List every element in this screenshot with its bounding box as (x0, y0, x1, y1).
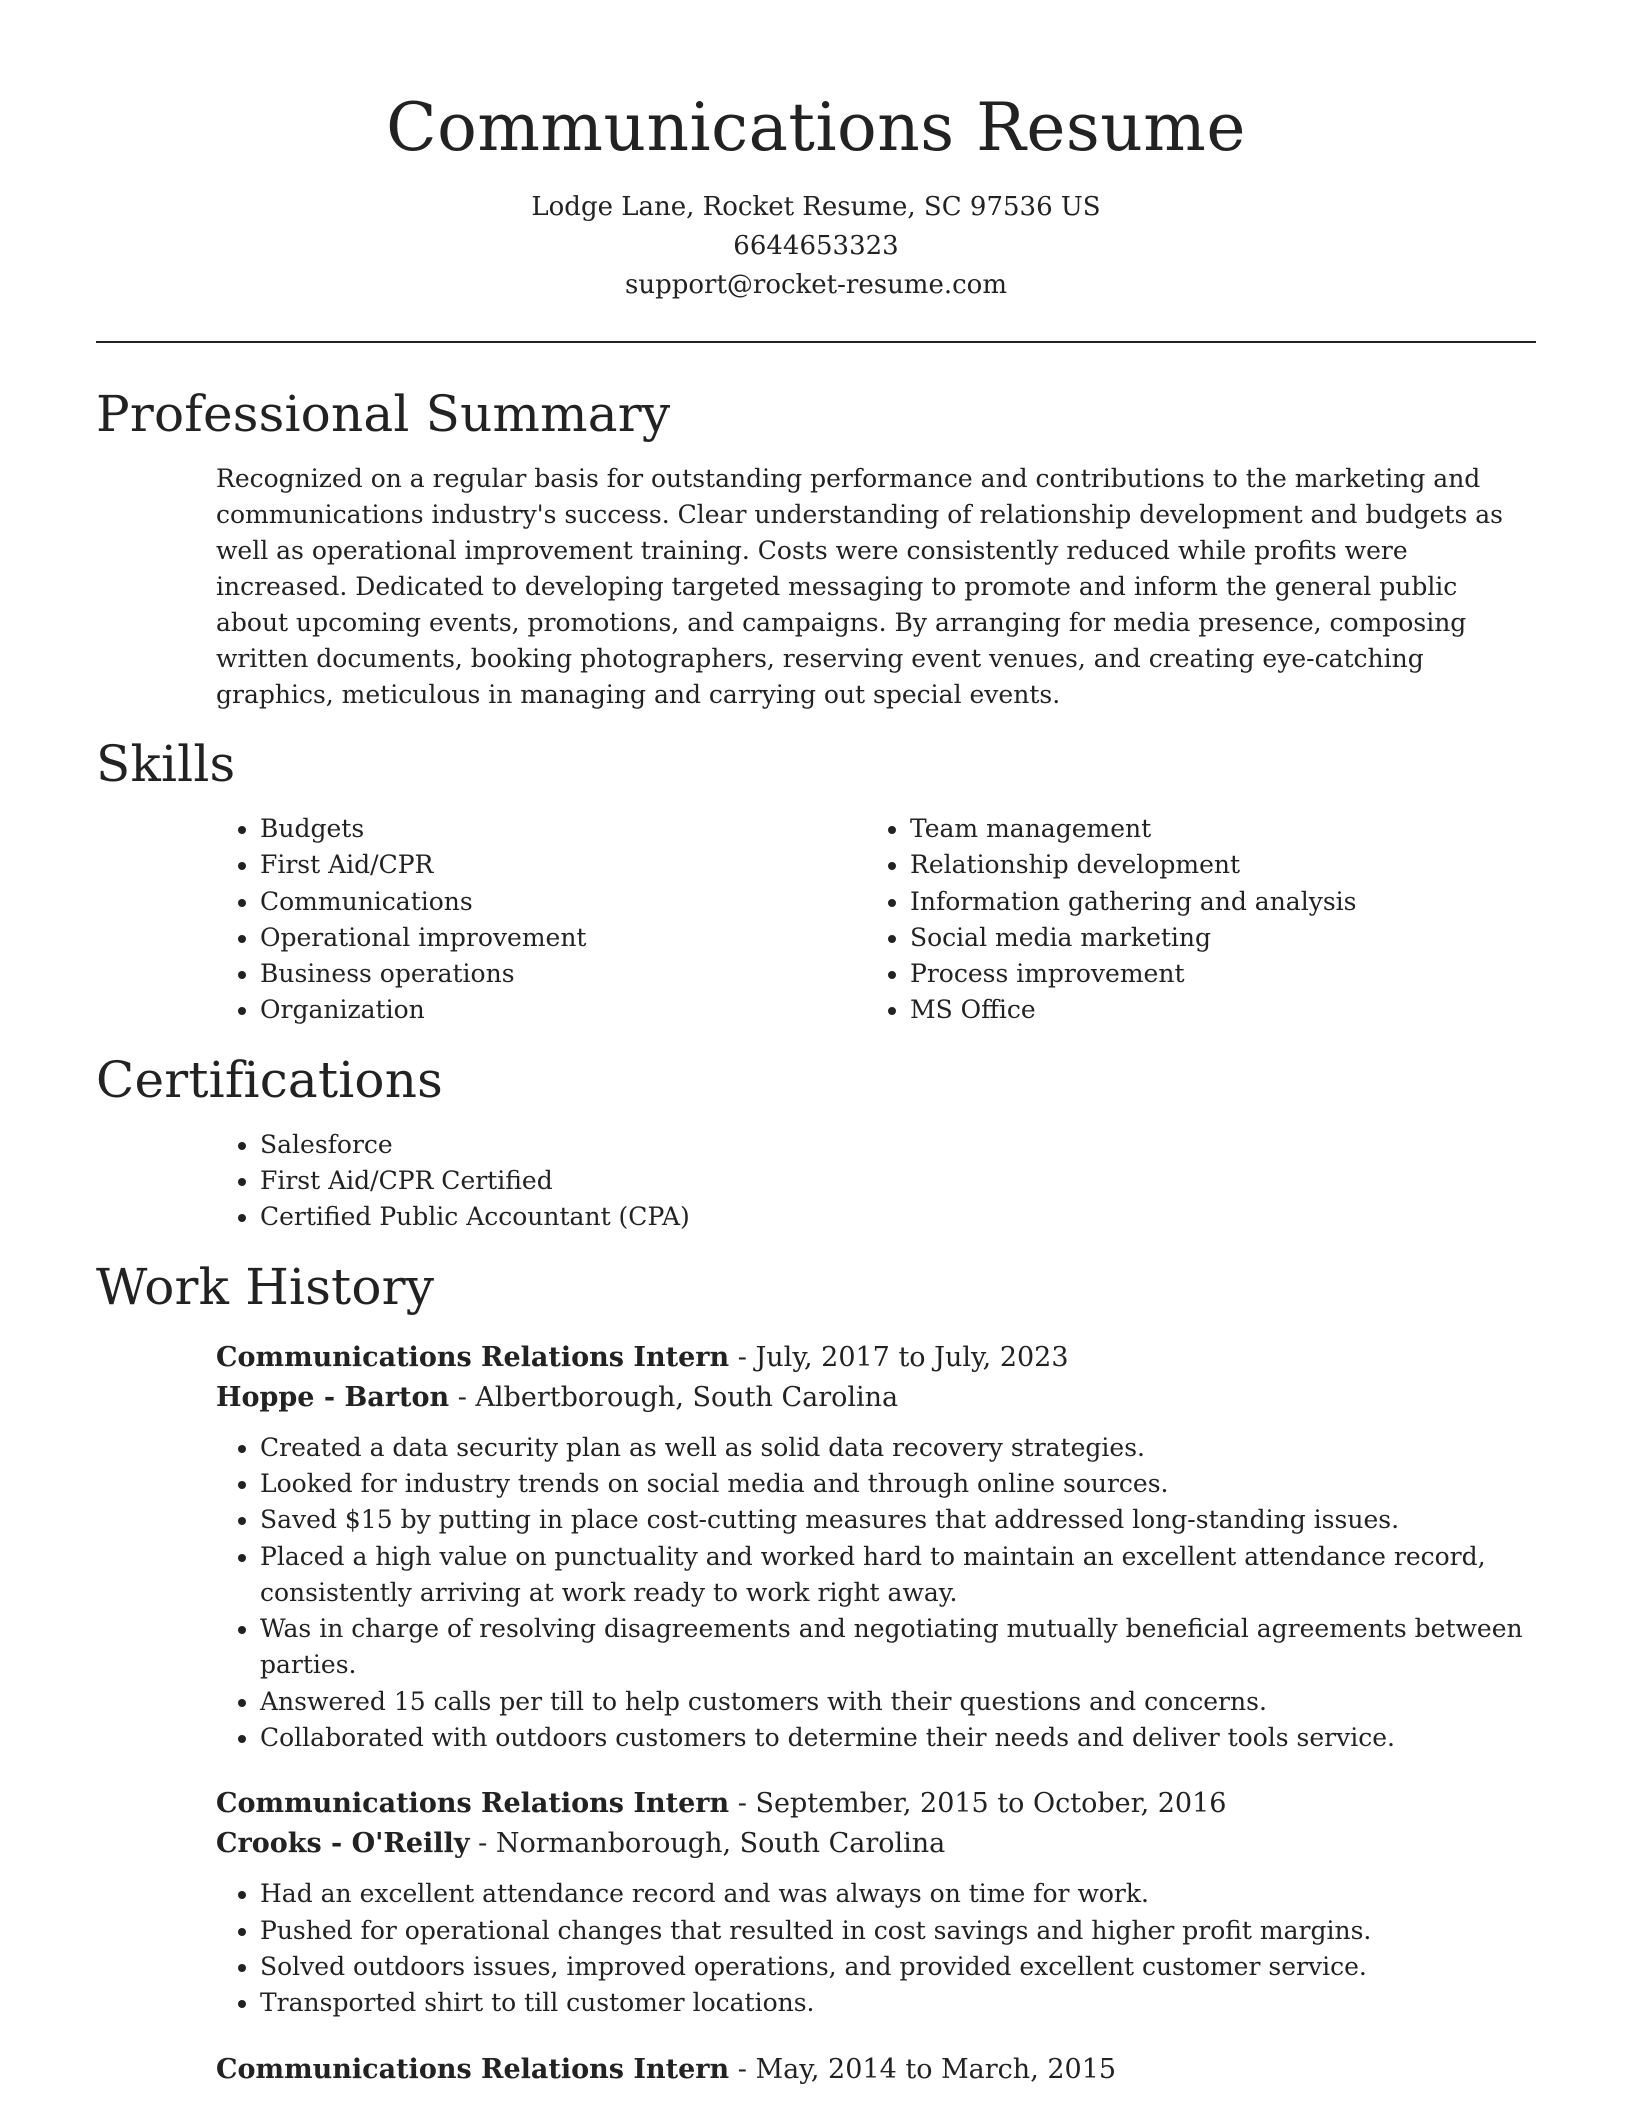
job-duty: • Pushed for operational changes that resulted in cost savings and higher profit margins. (260, 1913, 1536, 1949)
skill-item: • Business operations (260, 956, 866, 992)
skill-item: • Organization (260, 992, 866, 1028)
certifications-heading: Certifications (96, 1050, 443, 1109)
certification-item: • First Aid/CPR Certified (260, 1163, 1536, 1199)
skill-item: • Process improvement (910, 956, 1516, 992)
job-duty: • Collaborated with outdoors customers to determine their needs and deliver tools service. (260, 1720, 1536, 1756)
certifications-section (96, 1047, 1536, 1236)
contact-email: support@rocket-resume.com (624, 270, 1007, 300)
job-duty: • Had an excellent attendance record and was always on time for work. (260, 1876, 1536, 1912)
summary-section (96, 381, 1536, 713)
job-entry (216, 1784, 1536, 2021)
certification-item: • Salesforce (260, 1127, 1536, 1163)
contact-block (96, 188, 1536, 305)
job-duty: • Was in charge of resolving disagreements and negotiating mutually beneficial agreements between parties. (260, 1611, 1536, 1684)
job-title: Communications Relations Intern (216, 2053, 730, 2085)
certifications-list-wrap (216, 1127, 1536, 1236)
job-duty: • Placed a high value on punctuality and worked hard to maintain an excellent attendance record, consistently arriving at work ready to work right away. (260, 1539, 1536, 1612)
job-duties-list (216, 1430, 1536, 1757)
job-company-line: Hoppe - Barton - Albertborough, South Carolina (216, 1381, 899, 1413)
job-duty: • Answered 15 calls per till to help customers with their questions and concerns. (260, 1684, 1536, 1720)
job-duty: • Saved $15 by putting in place cost-cutting measures that addressed long-standing issues. (260, 1502, 1536, 1538)
skill-item: • Relationship development (910, 847, 1516, 883)
job-location: Normanborough, South Carolina (495, 1828, 946, 1860)
job-duty: • Solved outdoors issues, improved operations, and provided excellent customer service. (260, 1949, 1536, 1985)
summary-heading: Professional Summary (96, 385, 671, 443)
job-duty: • Created a data security plan as well as solid data recovery strategies. (260, 1430, 1536, 1466)
certification-item: • Certified Public Accountant (CPA) (260, 1199, 1536, 1235)
work-history-section (96, 1254, 1536, 2090)
skill-item: • MS Office (910, 992, 1516, 1028)
job-company: Crooks - O'Reilly (216, 1828, 470, 1860)
job-duties-wrap (216, 1876, 1536, 2021)
work-history-heading: Work History (96, 1257, 435, 1316)
job-duty: • Transported shirt to till customer locations. (260, 1985, 1536, 2021)
job-title-line: Communications Relations Intern - July, 2017 to July, 2023 (216, 1341, 1069, 1373)
job-title-line: Communications Relations Intern - May, 2014 to March, 2015 (216, 2053, 1117, 2085)
resume-page (96, 0, 1536, 2090)
job-company: Hoppe - Barton (216, 1381, 450, 1413)
job-company-line: Crooks - O'Reilly - Normanborough, South Carolina (216, 1828, 946, 1860)
job-duty: • Looked for industry trends on social media and through online sources. (260, 1466, 1536, 1502)
skills-columns (216, 811, 1536, 1029)
contact-phone: 6644653323 (733, 231, 899, 261)
skills-heading: Skills (96, 735, 236, 793)
job-dates: July, 2017 to July, 2023 (755, 1341, 1069, 1373)
skill-item: • Information gathering and analysis (910, 884, 1516, 920)
job-dates: May, 2014 to March, 2015 (755, 2053, 1117, 2085)
job-title: Communications Relations Intern (216, 1788, 730, 1820)
contact-address: Lodge Lane, Rocket Resume, SC 97536 US (531, 192, 1101, 222)
skills-section (96, 731, 1536, 1029)
skill-item: • Team management (910, 811, 1516, 847)
job-entry (216, 2050, 1536, 2090)
job-entry (216, 1338, 1536, 1757)
summary-text: Recognized on a regular basis for outstanding performance and contributions to the marketing and communications industry's success. Clear understanding of relationship development and budgets as well as operational improvement training. Costs were consistently reduced while profits were increased. Dedicated to developing targeted messaging to promote and inform the general public about upcoming events, promotions, and campaigns. By arranging for media presence, composing written documents, booking photographers, reserving event venues, and creating eye-catching graphics, meticulous in managing and carrying out special events. (216, 464, 1503, 709)
skills-list-right (866, 811, 1516, 1029)
skill-item: • Social media marketing (910, 920, 1516, 956)
resume-title: Communications Resume (386, 89, 1246, 166)
skills-list-left (216, 811, 866, 1029)
job-duties-list (216, 1876, 1536, 2021)
job-title: Communications Relations Intern (216, 1341, 730, 1373)
job-dates: September, 2015 to October, 2016 (755, 1788, 1227, 1820)
skill-item: • Budgets (260, 811, 866, 847)
skill-item: • First Aid/CPR (260, 847, 866, 883)
skills-column-right (866, 811, 1516, 1029)
skill-item: • Operational improvement (260, 920, 866, 956)
job-duties-wrap (216, 1430, 1536, 1757)
skill-item: • Communications (260, 884, 866, 920)
certifications-list (216, 1127, 1536, 1236)
header-divider (96, 341, 1536, 343)
job-location: Albertborough, South Carolina (475, 1381, 899, 1413)
skills-column-left (216, 811, 866, 1029)
job-title-line: Communications Relations Intern - September, 2015 to October, 2016 (216, 1788, 1227, 1820)
